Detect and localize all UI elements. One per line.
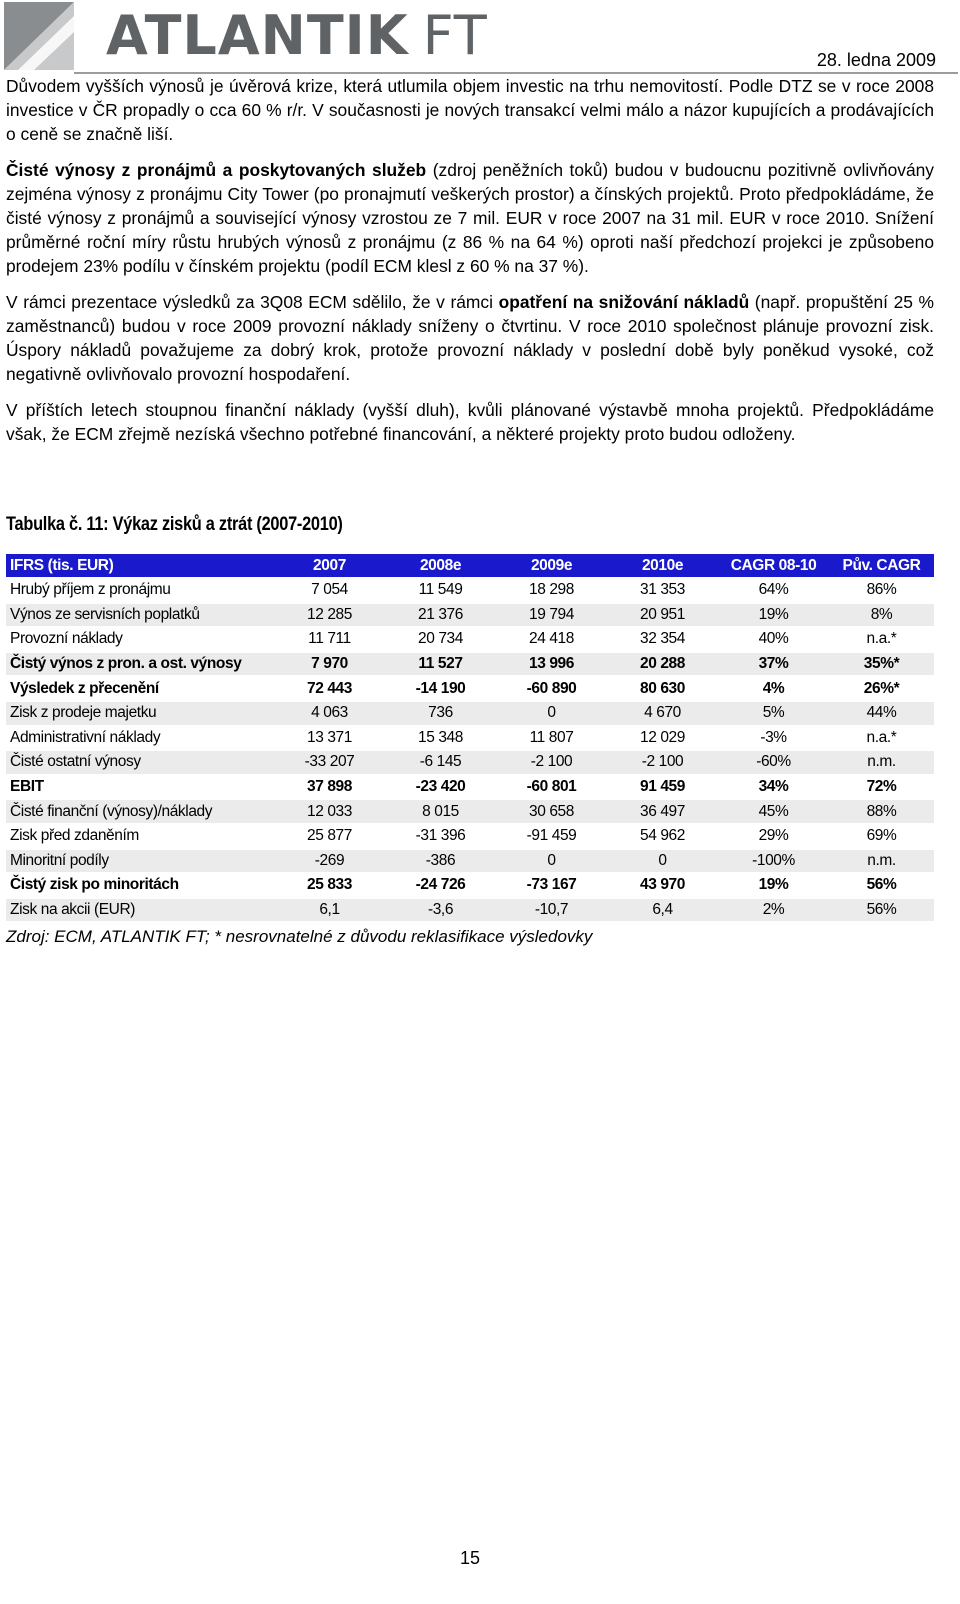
- table-source-note: Zdroj: ECM, ATLANTIK FT; * nesrovnatelné z důvodu reklasifikace výsledovky: [6, 927, 593, 946]
- table-cell: -23 420: [415, 778, 466, 796]
- table-cell: 36 497: [607, 800, 718, 823]
- paragraph-cost-cutting: [6, 290, 934, 386]
- table-cell: n.m.: [829, 850, 934, 873]
- table-cell: -3%: [760, 728, 787, 746]
- table-row: [6, 653, 934, 676]
- table-cell: -6 145: [385, 751, 496, 774]
- row-label: Výnos ze servisních poplatků: [6, 604, 274, 627]
- brand-wordmark: [106, 6, 488, 66]
- table-cell: 54 962: [639, 827, 685, 845]
- table-cell: 19 794: [496, 604, 607, 627]
- table-cell: 21 376: [385, 604, 496, 627]
- table-cell: 72%: [866, 778, 897, 796]
- table-cell: 13 996: [496, 653, 607, 676]
- paragraph-financial-costs: V příštích letech stoupnou finanční náklady (vyšší dluh), kvůli plánované výstavbě mnoha projektů. Předpokládáme však, že ECM zřejmě nezíská všechno potřebné financování, a některé projekty proto budou odloženy.: [6, 400, 934, 444]
- table-row: [6, 874, 934, 897]
- table-cell: 37 898: [306, 778, 352, 796]
- table-cell: -31 396: [415, 827, 466, 845]
- row-label: Čistý zisk po minoritách: [10, 876, 179, 894]
- table-cell: -24 726: [415, 876, 466, 894]
- table-cell: 86%: [866, 581, 897, 599]
- table-cell: 64%: [758, 581, 789, 599]
- table-cell: 0: [607, 850, 718, 873]
- row-label: EBIT: [10, 778, 44, 796]
- table-cell: -3,6: [385, 899, 496, 922]
- table-row: [6, 751, 934, 774]
- table-cell: -10,7: [496, 899, 607, 922]
- table-cell: 26%*: [863, 679, 900, 697]
- table-cell: 24 418: [528, 630, 574, 648]
- table-row: [6, 702, 934, 725]
- table-cell: 19%: [758, 876, 789, 894]
- table-cell: 11 807: [529, 728, 574, 746]
- column-header: CAGR 08-10: [718, 554, 829, 577]
- table-cell: 11 549: [418, 581, 463, 599]
- table-title: Tabulka č. 11: Výkaz zisků a ztrát (2007-2010): [6, 514, 343, 535]
- table-cell: 40%: [758, 630, 789, 648]
- table-cell: 29%: [758, 827, 789, 845]
- table-cell: 35%*: [829, 653, 934, 676]
- row-label: Čistý výnos z pron. a ost. výnosy: [6, 653, 274, 676]
- table-cell: -91 459: [526, 827, 577, 845]
- table-cell: 20 288: [607, 653, 718, 676]
- table-cell: 0: [496, 702, 607, 725]
- table-cell: -60 890: [526, 679, 577, 697]
- income-statement-table: [6, 552, 934, 923]
- table-cell: 0: [496, 850, 607, 873]
- column-header: 2009e: [496, 554, 607, 577]
- table-cell: 8 015: [385, 800, 496, 823]
- brand-name: ATLANTIK: [106, 4, 409, 67]
- column-header: IFRS (tis. EUR): [6, 554, 274, 577]
- table-cell: 5%: [718, 702, 829, 725]
- table-cell: 8%: [829, 604, 934, 627]
- brand-suffix: FT: [422, 4, 488, 67]
- table-cell: 34%: [758, 778, 789, 796]
- table-cell: 20 734: [417, 630, 463, 648]
- table-row: [6, 604, 934, 627]
- table-cell: 12 029: [639, 728, 685, 746]
- table-row: [6, 579, 934, 602]
- table-cell: 12 033: [274, 800, 385, 823]
- table-cell: -2 100: [496, 751, 607, 774]
- body-text: [6, 74, 934, 458]
- table-cell: 45%: [718, 800, 829, 823]
- table-cell: 11 711: [308, 630, 351, 648]
- column-header: Pův. CAGR: [829, 554, 934, 577]
- column-header: 2008e: [385, 554, 496, 577]
- table-cell: 736: [385, 702, 496, 725]
- table-cell: 69%: [866, 827, 897, 845]
- table-cell: 19%: [718, 604, 829, 627]
- table-cell: -60 801: [526, 778, 577, 796]
- table-cell: 44%: [829, 702, 934, 725]
- table-cell: -14 190: [415, 679, 466, 697]
- table-cell: 43 970: [639, 876, 685, 894]
- table-cell: 13 371: [306, 728, 352, 746]
- paragraph-yields: Důvodem vyšších výnosů je úvěrová krize, která utlumila objem investic na trhu nemovitostí. Podle DTZ se v roce 2008 investice v ČR propadly o cca 60 % r/r. V současnosti je nových transakcí velmi málo a názor kupujících a prodávajících o ceně se značně liší.: [6, 76, 934, 144]
- table-cell: 4 063: [274, 702, 385, 725]
- column-header: 2007: [274, 554, 385, 577]
- table-cell: 7 054: [311, 581, 348, 599]
- paragraph-net-income-text: (zdroj peněžních toků) budou v budoucnu pozitivně ovlivňovány zejména výnosy z pronájmu City Tower (po pronajmutí veškerých prostor) a čínských projektů. Proto předpokládáme, že čisté výnosy z pronájmů a související výnosy vzrostou ze 7 mil. EUR v roce 2007 na 31 mil. EUR v roce 2010. Snížení průměrné roční míry růstu hrubých výnosů z pronájmu (z 86 % na 64 %) oproti naší předchozí projekci je způsobeno prodejem 23% podílu v čínském projektu (podíl ECM klesl z 60 % na 37 %).: [6, 160, 934, 276]
- table-row: [6, 776, 934, 799]
- page-number: 15: [459, 1548, 481, 1568]
- table-cell: -2 100: [607, 751, 718, 774]
- table-cell: 20 951: [607, 604, 718, 627]
- table-cell: 56%: [866, 876, 897, 894]
- table-cell: -269: [274, 850, 385, 873]
- table-row: [6, 628, 934, 651]
- row-label: Provozní náklady: [10, 630, 123, 648]
- paragraph-cost-cutting-b: (např. propuštění 25 % zaměstnanců) budou v roce 2009 provozní náklady sníženy o čtvrtinu. V roce 2010 společnost plánuje provozní zisk. Úspory nákladů považujeme za dobrý krok, protože provozní náklady v poslední době byly poněkud vysoké, což negativně ovlivňovalo provozní hospodaření.: [6, 292, 934, 384]
- table-cell: -386: [385, 850, 496, 873]
- table-cell: 6,4: [607, 899, 718, 922]
- row-label: Zisk z prodeje majetku: [6, 702, 274, 725]
- row-label: Čisté finanční (výnosy)/náklady: [6, 800, 274, 823]
- table-cell: 6,1: [274, 899, 385, 922]
- table-cell: 91 459: [639, 778, 685, 796]
- table-cell: 25 833: [306, 876, 352, 894]
- table-cell: 11 527: [385, 653, 496, 676]
- table-cell: 88%: [829, 800, 934, 823]
- column-header: 2010e: [607, 554, 718, 577]
- table-row: [6, 800, 934, 823]
- highlight-net-income: Čisté výnosy z pronájmů a poskytovaných služeb: [6, 160, 427, 180]
- highlight-cost-cutting: opatření na snižování nákladů: [498, 292, 750, 312]
- page-header: [0, 0, 960, 78]
- table-row: [6, 899, 934, 922]
- table-cell: 7 970: [274, 653, 385, 676]
- table-cell: n.m.: [829, 751, 934, 774]
- atlantik-logo-icon: [4, 2, 74, 70]
- table-cell: 56%: [829, 899, 934, 922]
- row-label: Zisk na akcii (EUR): [6, 899, 274, 922]
- table-header-row: [6, 554, 934, 577]
- table-cell: n.a.*: [866, 630, 897, 648]
- table-cell: -73 167: [526, 876, 577, 894]
- row-label: Zisk před zdaněním: [10, 827, 139, 845]
- table-cell: 30 658: [496, 800, 607, 823]
- row-label: Hrubý příjem z pronájmu: [10, 581, 171, 599]
- table-cell: 80 630: [639, 679, 685, 697]
- table-cell: 25 877: [306, 827, 352, 845]
- table-cell: 2%: [718, 899, 829, 922]
- table-cell: -60%: [718, 751, 829, 774]
- table-cell: 12 285: [274, 604, 385, 627]
- table-cell: 15 348: [417, 728, 463, 746]
- row-label: Administrativní náklady: [10, 728, 161, 746]
- table-cell: 72 443: [306, 679, 352, 697]
- document-date: 28. ledna 2009: [816, 50, 936, 70]
- table-row: [6, 677, 934, 700]
- table-cell: n.a.*: [866, 728, 897, 746]
- row-label: Čisté ostatní výnosy: [6, 751, 274, 774]
- table-cell: 4 670: [607, 702, 718, 725]
- table-body: [6, 579, 934, 921]
- table-cell: 18 298: [528, 581, 574, 599]
- paragraph-cost-cutting-a: V rámci prezentace výsledků za 3Q08 ECM sdělilo, že v rámci: [6, 292, 499, 312]
- table-row: [6, 825, 934, 848]
- table-cell: 31 353: [639, 581, 685, 599]
- table-cell: -100%: [718, 850, 829, 873]
- table-cell: 37%: [718, 653, 829, 676]
- table-cell: -33 207: [274, 751, 385, 774]
- table-row: [6, 850, 934, 873]
- row-label: Výsledek z přecenění: [10, 679, 159, 697]
- row-label: Minoritní podíly: [6, 850, 274, 873]
- table-cell: 32 354: [639, 630, 685, 648]
- paragraph-net-income: [6, 158, 934, 278]
- table-row: [6, 727, 934, 750]
- table-cell: 4%: [762, 679, 785, 697]
